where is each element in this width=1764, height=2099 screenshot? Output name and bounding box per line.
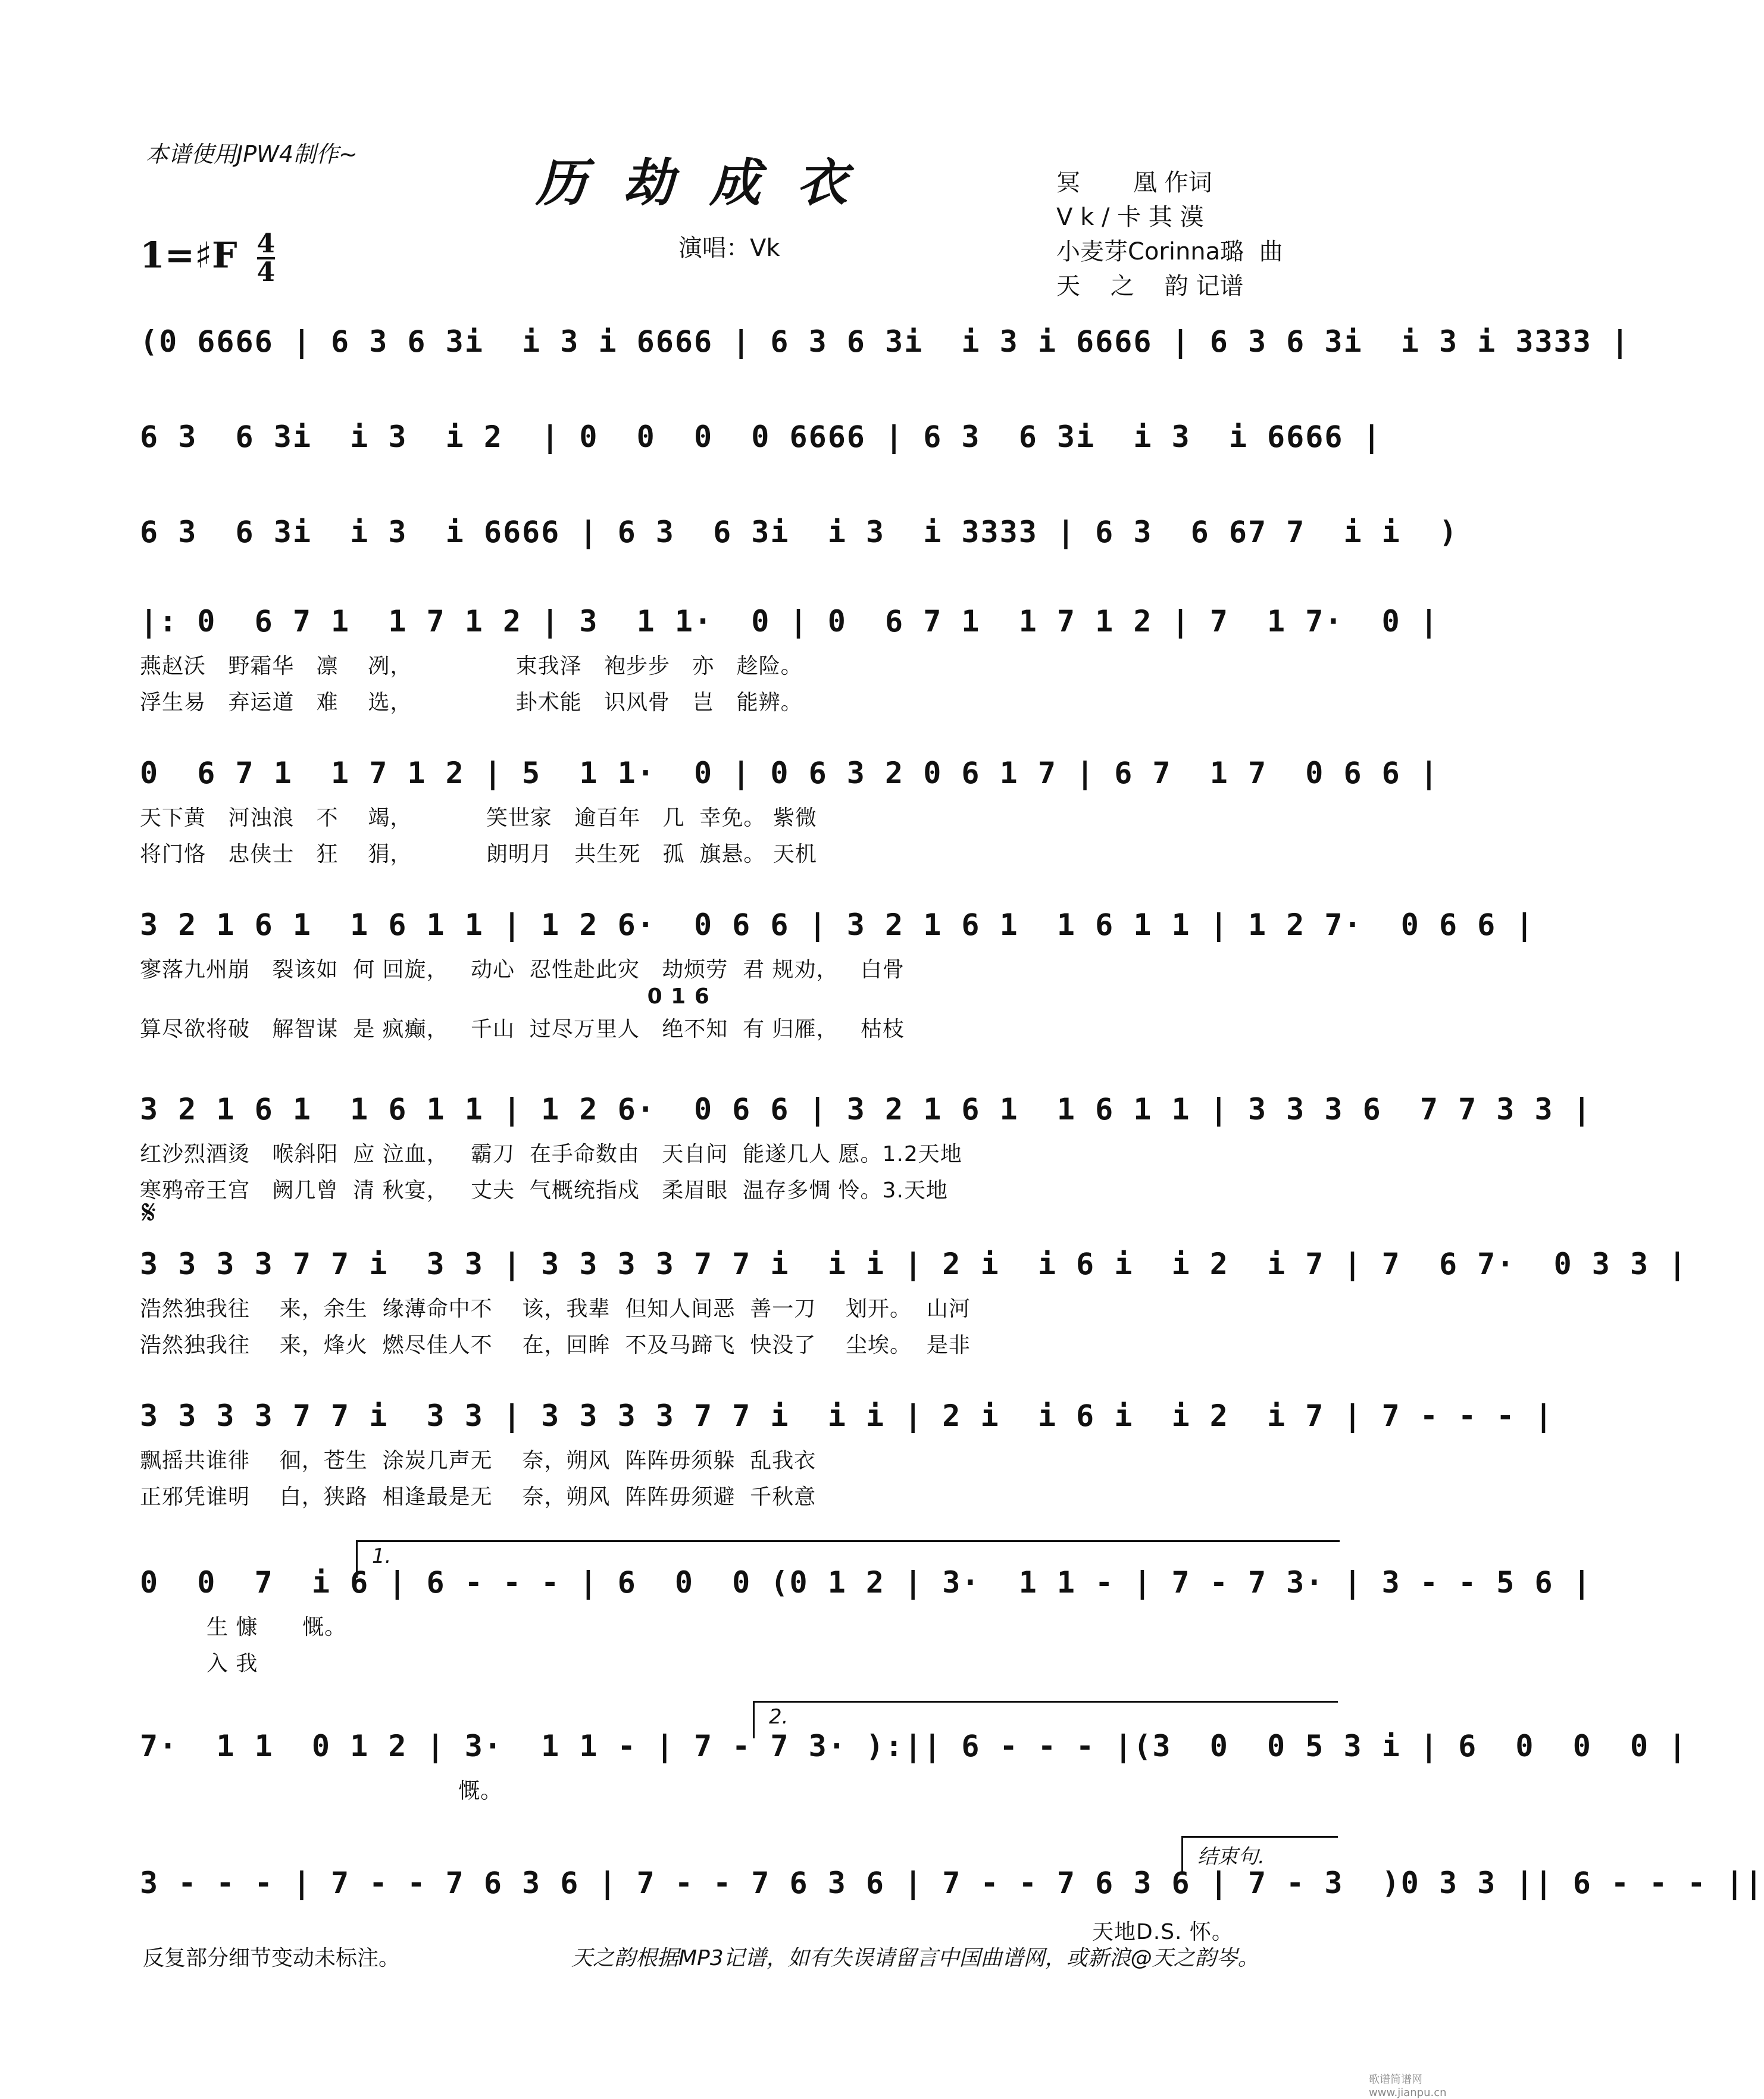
staff-row-7 — [140, 1092, 1592, 1204]
lyric-verse-1: 生 慷 慨。 — [140, 1615, 347, 1640]
credit-composer-2: 小麦芽Corinna璐 曲 — [1056, 238, 1283, 265]
time-denominator: 4 — [257, 257, 276, 287]
staff-row-1 — [140, 324, 1630, 359]
notes-line: 0 0 7 i 6 | 6 - - - | 6 0 0 (0 1 2 | 3· 1 1 - | 7 - 7 3· | 3 - - 5 6 | — [140, 1565, 1592, 1600]
credits — [1056, 165, 1283, 304]
staff-row-4 — [140, 604, 1439, 716]
lyric-verse-1: 燕赵沃 野霜华 凛 冽， 束我泽 袍步步 亦 趁险。 — [140, 654, 803, 678]
volta-1-label: 1. — [372, 1544, 392, 1568]
software-note: 本谱使用JPW4制作~ — [146, 141, 358, 167]
staff-row-11 — [140, 1729, 1688, 1804]
notes-line: 7· 1 1 0 1 2 | 3· 1 1 - | 7 - 7 3· ):|| 6 - - - |(3 0 0 5 3 i | 6 0 0 0 | — [140, 1729, 1688, 1763]
lyric-verse-1: 天下黄 河浊浪 不 竭， 笑世家 逾百年 几 幸免。 紫微 — [140, 806, 817, 830]
staff-row-6 — [140, 908, 1535, 1043]
notes-line: 0 6 7 1 1 7 1 2 | 5 1 1· 0 | 0 6 3 2 0 6 1 7 | 6 7 1 7 0 6 6 | — [140, 756, 1439, 790]
watermark: 歌谱简谱网 www.jianpu.cn — [1369, 2073, 1447, 2099]
key-signature: 1=♯F — [140, 234, 237, 277]
staff-row-10 — [140, 1565, 1592, 1677]
lyric-verse-1: 飘摇共谁徘 徊，苍生 涂炭几声无 奈，朔风 阵阵毋须躲 乱我衣 — [140, 1449, 817, 1473]
staff-row-5 — [140, 756, 1439, 868]
lyric-verse-2: 浮生易 弃运道 难 选， 卦术能 识风骨 岂 能辨。 — [140, 690, 803, 715]
footer-note-left: 反复部分细节变动未标注。 — [143, 1946, 401, 1970]
time-signature — [257, 231, 276, 286]
ending-label: 结束句. — [1197, 1845, 1265, 1869]
song-title: 历劫成衣 — [536, 153, 883, 213]
notes-line: 3 3 3 3 7 7 i 3 3 | 3 3 3 3 7 7 i i i | 2 i i 6 i i 2 i 7 | 7 - - - | — [140, 1399, 1554, 1433]
notes-line: 3 2 1 6 1 1 6 1 1 | 1 2 6· 0 6 6 | 3 2 1 6 1 1 6 1 1 | 3 3 3 6 7 7 3 3 | — [140, 1092, 1592, 1127]
notes-line: 3 2 1 6 1 1 6 1 1 | 1 2 6· 0 6 6 | 3 2 1 6 1 1 6 1 1 | 1 2 7· 0 6 6 | — [140, 908, 1535, 942]
notes-line: 6 3 6 3i i 3 i 6666 | 6 3 6 3i i 3 i 3333 | 6 3 6 67 7 i i ) — [140, 515, 1459, 549]
lyric-verse-2: 将门恪 忠侠士 狂 狷， 朗明月 共生死 孤 旗悬。 天机 — [140, 842, 817, 866]
segno-sign: 𝄋 — [142, 1193, 157, 1232]
lyric-verse-2: 算尽欲将破 解智谋 是 疯癫， 千山 过尽万里人 绝不知 有 归雁， 枯枝 — [140, 1017, 905, 1041]
lyric-verse-2: 浩然独我往 来，烽火 燃尽佳人不 在，回眸 不及马蹄飞 快没了 尘埃。 是非 — [140, 1333, 971, 1357]
notes-line: 3 - - - | 7 - - 7 6 3 6 | 7 - - 7 6 3 6 | 7 - - 7 6 3 6 | 7 - 3 )0 3 3 || 6 - - - || — [140, 1866, 1764, 1900]
lyric-verse-1: 红沙烈酒烫 喉斜阳 应 泣血， 霸刀 在手命数由 天自问 能遂几人 愿。1.2天地 — [140, 1142, 962, 1166]
staff-row-9 — [140, 1399, 1554, 1510]
lyric-verse-2: 入 我 — [140, 1651, 258, 1676]
lyric-verse-1: 浩然独我往 来，余生 缘薄命中不 该，我辈 但知人间恶 善一刀 划开。 山河 — [140, 1297, 971, 1321]
alt-notes: 0 1 6 — [140, 984, 710, 1009]
notes-line: (0 6666 | 6 3 6 3i i 3 i 6666 | 6 3 6 3i i 3 i 6666 | 6 3 6 3i i 3 i 3333 | — [140, 324, 1630, 359]
lyric-verse-2: 正邪凭谁明 白，狭路 相逢最是无 奈，朔风 阵阵毋须避 千秋意 — [140, 1485, 817, 1509]
staff-row-12 — [140, 1866, 1764, 1900]
volta-2-label: 2. — [769, 1705, 789, 1729]
notes-line: |: 0 6 7 1 1 7 1 2 | 3 1 1· 0 | 0 6 7 1 1 7 1 2 | 7 1 7· 0 | — [140, 604, 1439, 639]
credit-lyricist: 冥 凰 作词 — [1056, 169, 1212, 196]
time-numerator: 4 — [257, 229, 276, 259]
notes-line: 6 3 6 3i i 3 i 2 | 0 0 0 0 6666 | 6 3 6 3i i 3 i 6666 | — [140, 420, 1382, 454]
lyric-verse-1: 寥落九州崩 裂该如 何 回旋， 动心 忍性赴此灾 劫烦劳 君 规劝， 白骨 — [140, 958, 905, 982]
lyric-verse-2: 寒鸦帝王宫 阙几曾 清 秋宴， 丈夫 气概统指戍 柔眉眼 温存多惆 怜。3.天地 — [140, 1178, 948, 1203]
singer: 演唱：Vk — [678, 234, 780, 262]
staff-row-8 — [140, 1247, 1688, 1359]
staff-row-3 — [140, 515, 1459, 549]
key-time-signature — [140, 231, 275, 286]
lyric-verse-1: 慨。 — [140, 1779, 503, 1803]
notes-line: 3 3 3 3 7 7 i 3 3 | 3 3 3 3 7 7 i i i | 2 i i 6 i i 2 i 7 | 7 6 7· 0 3 3 | — [140, 1247, 1688, 1281]
footer-note-right: 天之韵根据MP3记谱，如有失误请留言中国曲谱网，或新浪@天之韵岑。 — [571, 1946, 1259, 1970]
credit-transcriber: 天 之 韵 记谱 — [1056, 273, 1244, 300]
staff-row-2 — [140, 420, 1382, 454]
ds-lyric: 天地D.S. 怀。 — [1092, 1920, 1234, 1944]
credit-composer-1: V k / 卡 其 漠 — [1056, 204, 1204, 231]
